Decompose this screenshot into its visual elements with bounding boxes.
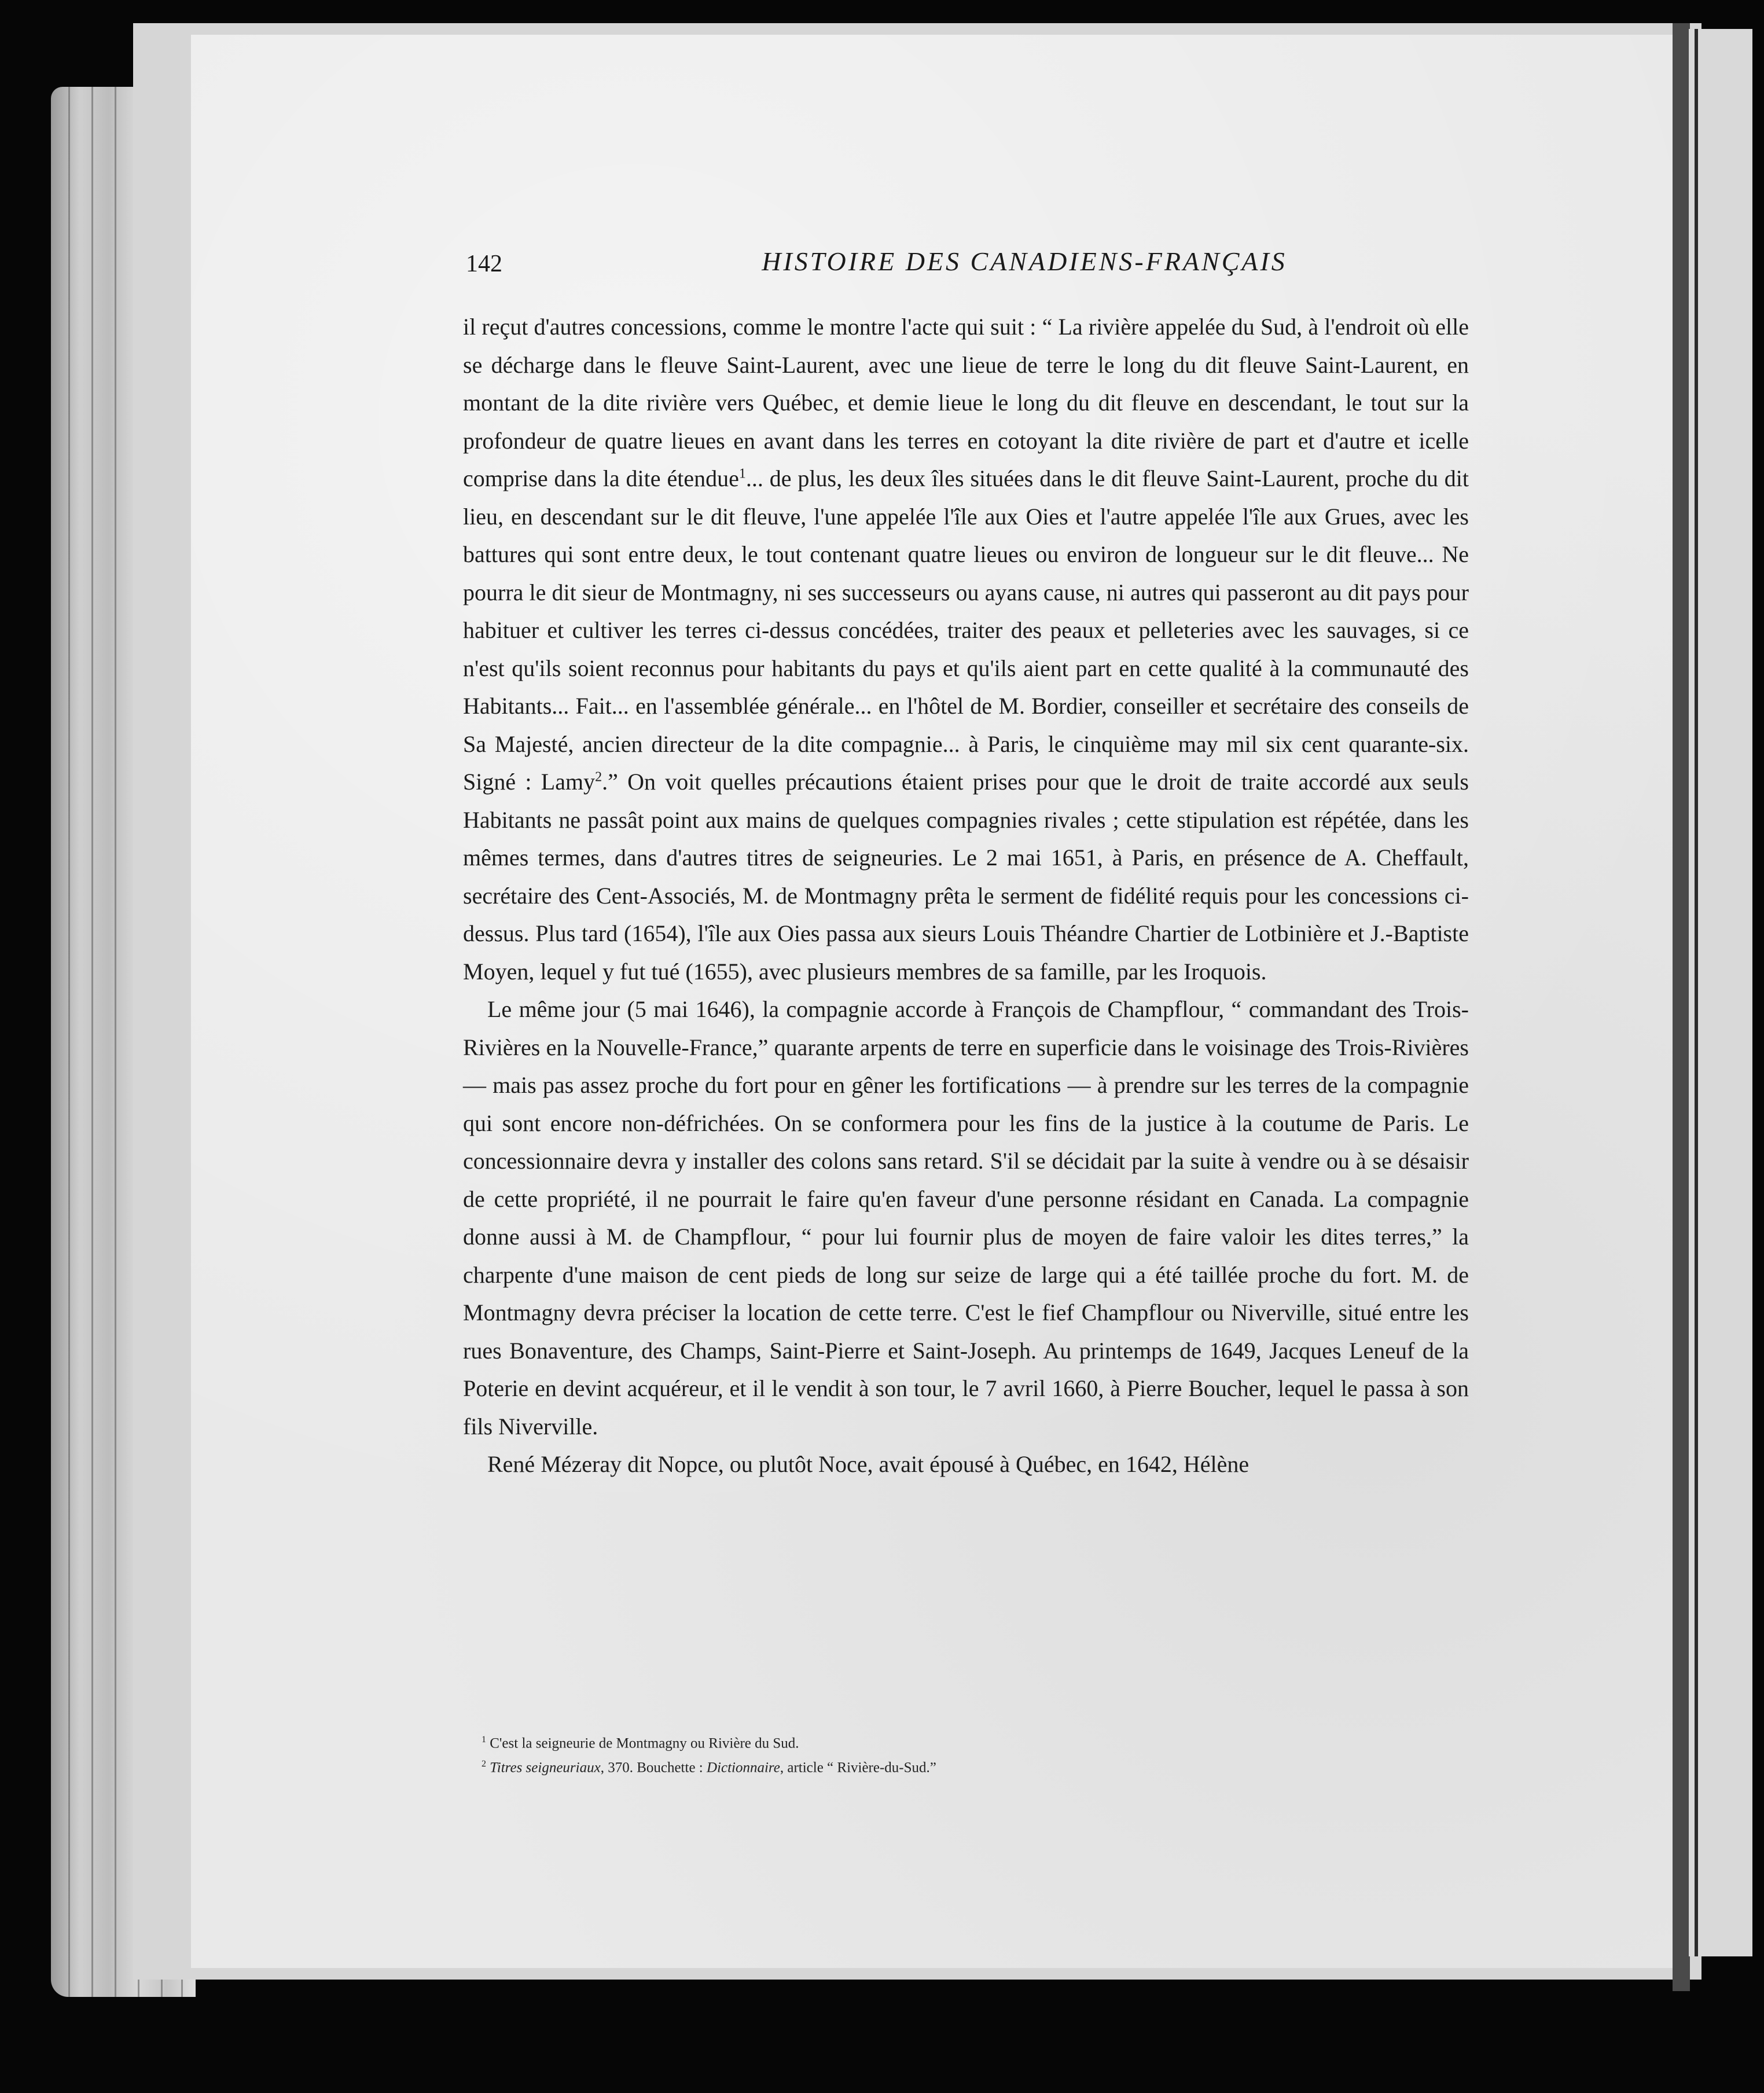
footnote-title: Dictionnaire <box>707 1760 780 1776</box>
footnote-text: , article “ Rivière-du-Sud.” <box>780 1760 936 1776</box>
footnote-text: C'est la seigneurie de Montmagny ou Rivière du Sud. <box>490 1735 799 1751</box>
footnotes <box>482 1730 1465 1779</box>
paragraph-text: il reçut d'autres concessions, comme le montre l'acte qui suit : “ La rivière appelée du Sud, à l'endroit où elle se décharge dans le fleuve Saint-Laurent, avec une lieue de terre le long du dit fleuve Saint-Laurent, en montant de la dite rivière vers Québec, et demie lieue le long du dit fleuve en descendant, le tout sur la profondeur de quatre lieues en avant dans les terres en cotoyant la dite rivière de part et d'autre et icelle comprise dans la dite étendue <box>463 314 1469 491</box>
facing-page-edge <box>1689 29 1752 1956</box>
paragraph <box>463 308 1469 990</box>
footnote <box>482 1730 1465 1754</box>
page-number: 142 <box>466 251 502 277</box>
footnote-number: 1 <box>482 1735 486 1745</box>
book-gutter <box>1673 23 1690 1991</box>
footnote-text: , 370. Bouchette : <box>600 1760 707 1776</box>
page-edge-line <box>115 87 116 1997</box>
footnote-title: Titres seigneuriaux <box>490 1760 601 1776</box>
page-edge-line <box>68 87 70 1997</box>
paragraph-text: ... de plus, les deux îles situées dans le dit fleuve Saint-Laurent, proche du dit lieu, en descendant sur le dit fleuve, l'une appelée l'île aux Oies et l'autre appelée l'île aux Grues, avec les battures qui sont entre deux, le tout contenant quatre lieues ou environ de longueur sur le dit fleuve... Ne pourra le dit sieur de Montmagny, ni ses successeurs ou ayans cause, ni autres qui passeront au dit pays pour habituer et cultiver les terres ci-dessus concédées, traiter des peaux et pelleteries avec les sauvages, si ce n'est qu'ils soient reconnus pour habitants du pays et qu'ils aient part en cette qualité à la communauté des Habitants... Fait... en l'assemblée générale... en l'hôtel de M. Bordier, conseiller et secrétaire des conseils de Sa Majesté, ancien directeur de la dite compagnie... à Paris, le cinquième may mil six cent quarante-six. Signé : Lamy <box>463 465 1469 795</box>
page-edge-line <box>91 87 93 1997</box>
facing-page-shadow <box>1695 29 1698 1956</box>
paragraph-text: .” On voit quelles précautions étaient prises pour que le droit de traite accordé aux seuls Habitants ne passât point aux mains de quelques compagnies rivales ; cette stipulation est répétée, dans les mêmes termes, dans d'autres titres de seigneuries. Le 2 mai 1651, à Paris, en présence de A. Cheffault, secrétaire des Cent-Associés, M. de Montmagny prêta le serment de fidélité requis pour les concessions ci-dessus. Plus tard (1654), l'île aux Oies passa aux sieurs Louis Théandre Chartier de Lotbinière et J.-Baptiste Moyen, lequel y fut tué (1655), avec plusieurs membres de sa famille, par les Iroquois. <box>463 769 1469 985</box>
body-text <box>463 308 1469 1484</box>
running-head: HISTOIRE DES CANADIENS-FRANÇAIS <box>762 247 1287 276</box>
footnote-number: 2 <box>482 1759 486 1769</box>
footnote <box>482 1754 1465 1778</box>
paragraph: Le même jour (5 mai 1646), la compagnie accorde à François de Champflour, “ commandant des Trois-Rivières en la Nouvelle-France,” quarante arpents de terre en superficie dans le voisinage des Trois-Rivières — mais pas assez proche du fort pour en gêner les fortifications — à prendre sur les terres de la compagnie qui sont encore non-défrichées. On se conformera pour les fins de la justice à la coutume de Paris. Le concessionnaire devra y installer des colons sans retard. S'il se décidait par la suite à vendre ou à se désaisir de cette propriété, il ne pourrait le faire qu'en faveur d'une personne résidant en Canada. La compagnie donne aussi à M. de Champflour, “ pour lui fournir plus de moyen de faire valoir les dites terres,” la charpente d'une maison de cent pieds de long sur seize de large qui a été taillée proche du fort. M. de Montmagny devra préciser la location de cette terre. C'est le fief Champflour ou Niverville, situé entre les rues Bonaventure, des Champs, Saint-Pierre et Saint-Joseph. Au printemps de 1649, Jacques Leneuf de la Poterie en devint acquéreur, et il le vendit à son tour, le 7 avril 1660, à Pierre Boucher, lequel le passa à son fils Niverville. <box>463 996 1469 1440</box>
footnote-ref: 2 <box>595 769 602 785</box>
paragraph: René Mézeray dit Nopce, ou plutôt Noce, avait épousé à Québec, en 1642, Hélène <box>487 1451 1250 1477</box>
footnote-ref: 1 <box>738 466 746 482</box>
